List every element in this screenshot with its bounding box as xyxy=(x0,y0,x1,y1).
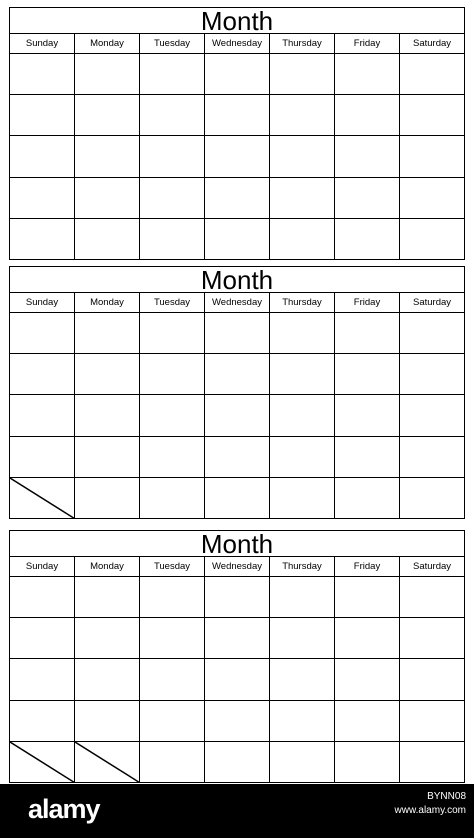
day-cell xyxy=(270,577,335,618)
calendar-grid xyxy=(9,54,465,260)
day-cell xyxy=(400,701,465,742)
diagonal-divider xyxy=(10,478,74,518)
day-cell xyxy=(270,178,335,219)
weekday-monday: Monday xyxy=(75,34,140,54)
weekday-sunday: Sunday xyxy=(10,34,75,54)
day-cell xyxy=(75,354,140,395)
day-cell xyxy=(205,618,270,659)
image-id: BYNN08 xyxy=(427,791,466,802)
day-cell xyxy=(10,395,75,436)
day-cell xyxy=(335,136,400,177)
day-cell xyxy=(10,577,75,618)
day-cell xyxy=(140,395,205,436)
day-cell xyxy=(400,395,465,436)
site-url: www.alamy.com xyxy=(394,805,466,816)
calendar-title: Month xyxy=(9,266,465,293)
day-cell xyxy=(270,219,335,260)
calendar-title: Month xyxy=(9,530,465,557)
split-day-cell xyxy=(10,478,75,519)
weekday-friday: Friday xyxy=(335,34,400,54)
day-cell xyxy=(140,313,205,354)
weekday-wednesday: Wednesday xyxy=(205,34,270,54)
day-cell xyxy=(270,354,335,395)
day-cell xyxy=(400,54,465,95)
day-cell xyxy=(400,95,465,136)
day-cell xyxy=(270,742,335,783)
weekday-friday: Friday xyxy=(335,293,400,313)
day-cell xyxy=(335,178,400,219)
weekday-monday: Monday xyxy=(75,293,140,313)
day-cell xyxy=(400,478,465,519)
day-cell xyxy=(10,437,75,478)
day-cell xyxy=(400,313,465,354)
image-id-label xyxy=(395,790,467,818)
day-cell xyxy=(75,437,140,478)
day-cell xyxy=(75,136,140,177)
day-cell xyxy=(270,478,335,519)
day-cell xyxy=(10,219,75,260)
weekday-sunday: Sunday xyxy=(10,557,75,577)
day-cell xyxy=(335,395,400,436)
day-cell xyxy=(140,577,205,618)
weekday-thursday: Thursday xyxy=(270,557,335,577)
day-cell xyxy=(75,701,140,742)
day-cell xyxy=(10,701,75,742)
day-cell xyxy=(400,659,465,700)
day-cell xyxy=(205,54,270,95)
day-cell xyxy=(205,178,270,219)
calendar-1 xyxy=(9,7,465,260)
day-cell xyxy=(335,54,400,95)
weekday-header-row xyxy=(9,34,465,54)
day-cell xyxy=(335,742,400,783)
weekday-friday: Friday xyxy=(335,557,400,577)
weekday-wednesday: Wednesday xyxy=(205,293,270,313)
day-cell xyxy=(400,178,465,219)
day-cell xyxy=(10,313,75,354)
day-cell xyxy=(400,618,465,659)
weekday-sunday: Sunday xyxy=(10,293,75,313)
weekday-saturday: Saturday xyxy=(400,34,465,54)
day-cell xyxy=(335,577,400,618)
diagonal-divider xyxy=(10,742,74,782)
split-day-cell xyxy=(75,742,140,783)
weekday-tuesday: Tuesday xyxy=(140,34,205,54)
day-cell xyxy=(400,354,465,395)
day-cell xyxy=(75,659,140,700)
day-cell xyxy=(205,354,270,395)
day-cell xyxy=(270,136,335,177)
day-cell xyxy=(140,701,205,742)
day-cell xyxy=(335,701,400,742)
day-cell xyxy=(400,136,465,177)
day-cell xyxy=(75,577,140,618)
day-cell xyxy=(140,437,205,478)
day-cell xyxy=(335,219,400,260)
day-cell xyxy=(140,95,205,136)
day-cell xyxy=(400,437,465,478)
day-cell xyxy=(270,659,335,700)
day-cell xyxy=(140,136,205,177)
weekday-tuesday: Tuesday xyxy=(140,293,205,313)
weekday-tuesday: Tuesday xyxy=(140,557,205,577)
day-cell xyxy=(140,478,205,519)
day-cell xyxy=(335,313,400,354)
day-cell xyxy=(335,354,400,395)
day-cell xyxy=(400,742,465,783)
day-cell xyxy=(270,313,335,354)
day-cell xyxy=(205,478,270,519)
day-cell xyxy=(270,701,335,742)
day-cell xyxy=(205,219,270,260)
weekday-wednesday: Wednesday xyxy=(205,557,270,577)
day-cell xyxy=(335,437,400,478)
split-day-cell xyxy=(10,742,75,783)
weekday-header-row xyxy=(9,557,465,577)
day-cell xyxy=(270,54,335,95)
day-cell xyxy=(75,178,140,219)
day-cell xyxy=(400,219,465,260)
alamy-logo: alamy xyxy=(28,794,100,824)
alamy-watermark-bar xyxy=(0,784,474,838)
day-cell xyxy=(140,354,205,395)
day-cell xyxy=(270,95,335,136)
day-cell xyxy=(140,178,205,219)
day-cell xyxy=(75,313,140,354)
day-cell xyxy=(400,577,465,618)
calendar-grid xyxy=(9,577,465,783)
calendar-2 xyxy=(9,266,465,519)
day-cell xyxy=(205,659,270,700)
day-cell xyxy=(140,618,205,659)
day-cell xyxy=(75,478,140,519)
weekday-thursday: Thursday xyxy=(270,293,335,313)
day-cell xyxy=(205,395,270,436)
day-cell xyxy=(140,742,205,783)
day-cell xyxy=(270,437,335,478)
day-cell xyxy=(205,577,270,618)
day-cell xyxy=(10,178,75,219)
calendar-grid xyxy=(9,313,465,519)
day-cell xyxy=(75,618,140,659)
diagonal-divider xyxy=(75,742,139,782)
day-cell xyxy=(205,136,270,177)
day-cell xyxy=(10,136,75,177)
day-cell xyxy=(10,659,75,700)
weekday-thursday: Thursday xyxy=(270,34,335,54)
weekday-saturday: Saturday xyxy=(400,293,465,313)
day-cell xyxy=(335,95,400,136)
day-cell xyxy=(205,95,270,136)
day-cell xyxy=(75,395,140,436)
day-cell xyxy=(205,313,270,354)
day-cell xyxy=(140,54,205,95)
calendar-title: Month xyxy=(9,7,465,34)
day-cell xyxy=(270,395,335,436)
day-cell xyxy=(75,95,140,136)
day-cell xyxy=(10,95,75,136)
day-cell xyxy=(75,219,140,260)
day-cell xyxy=(10,354,75,395)
day-cell xyxy=(140,659,205,700)
day-cell xyxy=(335,478,400,519)
day-cell xyxy=(205,742,270,783)
day-cell xyxy=(75,54,140,95)
weekday-header-row xyxy=(9,293,465,313)
day-cell xyxy=(140,219,205,260)
day-cell xyxy=(205,701,270,742)
day-cell xyxy=(335,659,400,700)
day-cell xyxy=(10,54,75,95)
day-cell xyxy=(335,618,400,659)
day-cell xyxy=(10,618,75,659)
calendar-3 xyxy=(9,530,465,783)
weekday-saturday: Saturday xyxy=(400,557,465,577)
day-cell xyxy=(205,437,270,478)
day-cell xyxy=(270,618,335,659)
weekday-monday: Monday xyxy=(75,557,140,577)
